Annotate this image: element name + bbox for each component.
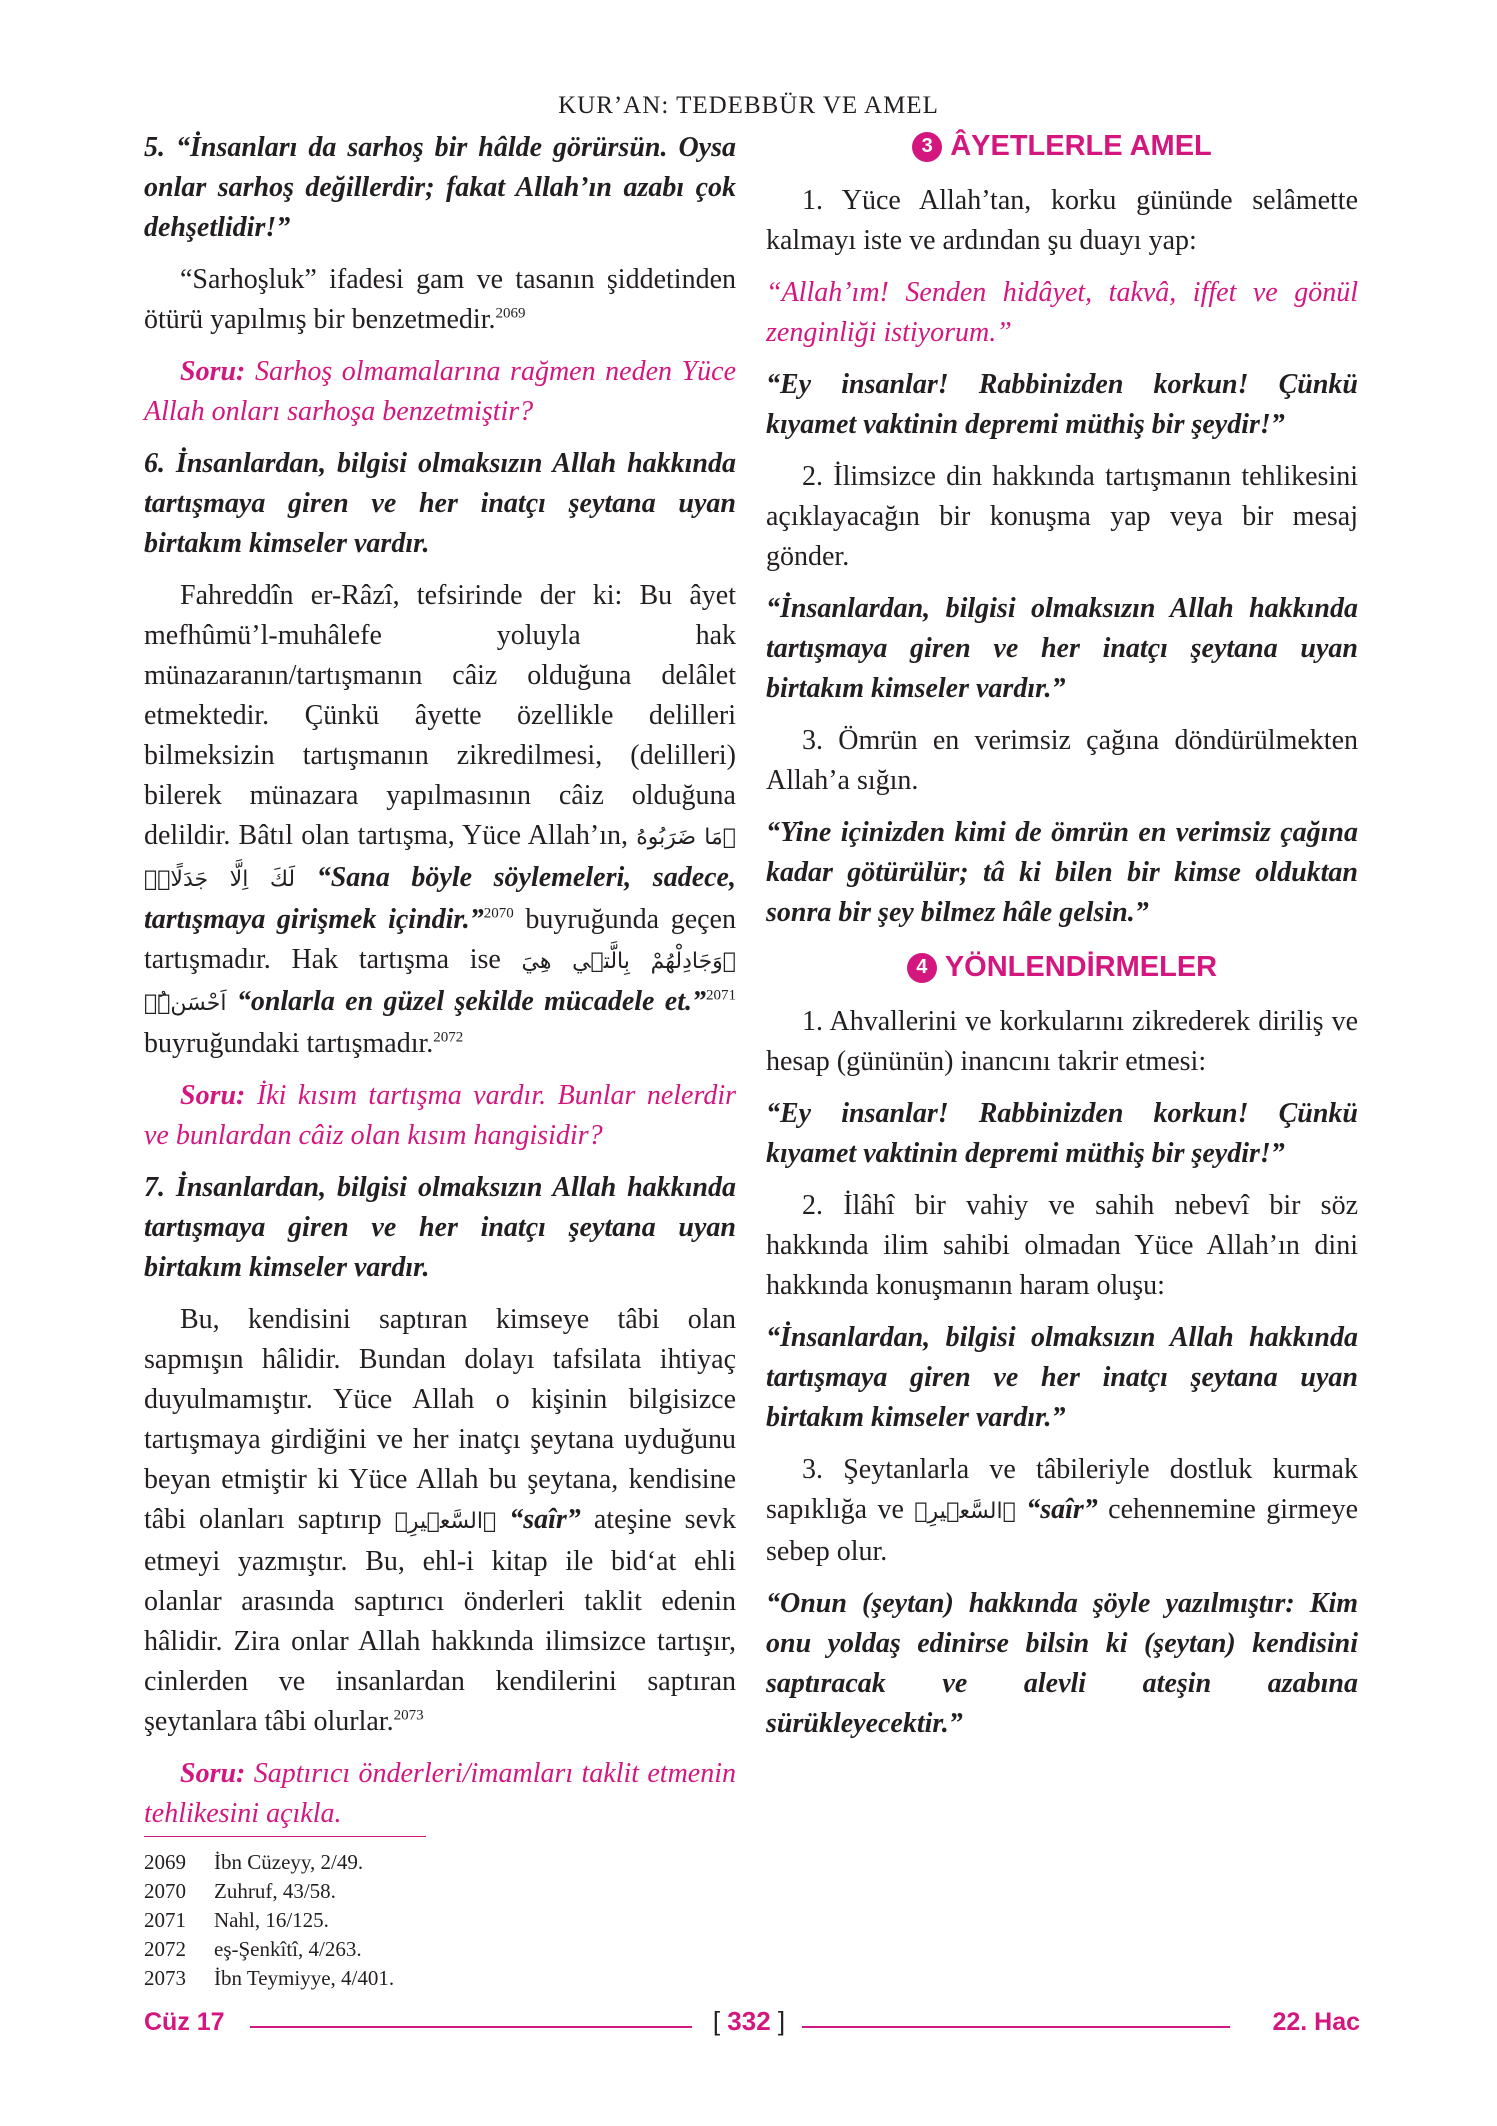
footnote-2070 — [144, 1877, 744, 1906]
verse-heading-5: 5. “İnsanları da sarhoş bir hâlde görürsün. Oysa onlar sarhoş değillerdir; fakat Allah’ın azabı çok dehşetlidir!” — [144, 132, 736, 243]
footnote-ref-2071: 2071 — [706, 987, 736, 1004]
paragraph-6a: Fahreddîn er-Râzî, tefsirinde der ki: Bu âyet mefhûmü’l-muhâlefe yoluyla hak münazaranın/tartışmanın câiz olduğuna delâlet etmektedir. Çünkü âyette özellikle delilleri bilmeksizin tartışmanın zikredilmesi, (delilleri) bilerek münazara yapılmasının câiz olduğuna delildir. Bâtıl olan tartışma, Yüce Allah’ın, — [144, 580, 736, 851]
page-number-value: 332 — [727, 2006, 771, 2036]
amel-item-3: 3. Ömrün en verimsiz çağına döndürülmekten Allah’a sığın. — [766, 725, 1358, 796]
footnote-2069 — [144, 1848, 744, 1877]
section-title-text: ÂYETLERLE AMEL — [950, 130, 1212, 162]
section-heading-4 — [766, 951, 1358, 984]
paragraph-6-quote-2: “onlarla en güzel şekilde mücadele et.” — [236, 986, 706, 1017]
section-title-text: YÖNLENDİRMELER — [944, 951, 1218, 983]
bracket-close: ] — [777, 2006, 786, 2036]
paragraph-7-saîr: “saîr” — [509, 1504, 581, 1535]
guidance-item-1-quote: “Ey insanlar! Rabbinizden korkun! Çünkü kıyamet vaktinin depremi müthiş bir şeydir!” — [766, 1098, 1358, 1169]
guidance-item-3-quote: “Onun (şeytan) hakkında şöyle yazılmıştır: Kim onu yoldaş edinirse bilsin ki (şeytan) kendisini saptıracak ve alevli ateşin azabına sürükleyecektir.” — [766, 1588, 1358, 1739]
footer-juz: Cüz 17 — [144, 2008, 225, 2036]
paragraph-6 — [144, 576, 736, 1064]
arabic-verse-3: ﴿السَّع۪يرِ﴾ — [394, 1509, 497, 1534]
bracket-open: [ — [712, 2006, 721, 2036]
footnote-number: 2073 — [144, 1966, 186, 1990]
question-3-text: Saptırıcı önderleri/imamları taklit etmenin tehlikesini açıkla. — [144, 1758, 736, 1829]
footer-rule-left — [250, 2026, 692, 2028]
footnote-number: 2070 — [144, 1879, 186, 1903]
footnote-2072 — [144, 1935, 744, 1964]
verse-heading-7: 7. İnsanlardan, bilgisi olmaksızın Allah hakkında tartışmaya giren ve her inatçı şeytana uyan birtakım kimseler vardır. — [144, 1172, 736, 1283]
question-2-text: İki kısım tartışma vardır. Bunlar nelerdir ve bunlardan câiz olan kısım hangisidir? — [144, 1080, 737, 1151]
question-label: Soru: — [180, 356, 246, 387]
paragraph-7c: ateşine sevk etmeyi yazmıştır. Bu, ehl-i kitap ile bid‘at ehli olanlar arasında saptırıcı önderleri taklit edenin hâlidir. Zira onlar Allah hakkında ilimsizce tartışır, cinlerden ve insanlardan kendilerini saptıran şeytanlara tâbi olurlar. — [144, 1504, 737, 1737]
footnote-text: İbn Teymiyye, 4/401. — [214, 1966, 395, 1990]
section-number-badge: 4 — [907, 953, 937, 983]
arabic-verse-2: ﴿وَجَادِلْهُمْ بِالَّت۪ي هِيَ اَحْسَنُۜ﴾ — [144, 949, 736, 1016]
footnote-number: 2071 — [144, 1908, 186, 1932]
guidance-item-2-quote: “İnsanlardan, bilgisi olmaksızın Allah hakkında tartışmaya giren ve her inatçı şeytana uyan birtakım kimseler vardır.” — [766, 1322, 1358, 1433]
footnote-2073 — [144, 1964, 744, 1993]
question-label: Soru: — [180, 1080, 246, 1111]
paragraph-7 — [144, 1300, 736, 1742]
footnote-text: Nahl, 16/125. — [214, 1908, 329, 1932]
footnote-text: Zuhruf, 43/58. — [214, 1879, 336, 1903]
guidance-item-3c: cehennemine girmeye sebep olur. — [766, 1494, 1359, 1567]
question-2 — [144, 1076, 736, 1156]
amel-item-2-quote: “İnsanlardan, bilgisi olmaksızın Allah hakkında tartışmaya giren ve her inatçı şeytana uyan birtakım kimseler vardır.” — [766, 593, 1358, 704]
amel-item-1-quote: “Ey insanlar! Rabbinizden korkun! Çünkü kıyamet vaktinin depremi müthiş bir şeydir!” — [766, 369, 1358, 440]
footnote-divider — [144, 1836, 426, 1837]
footnote-text: eş-Şenkîtî, 4/263. — [214, 1937, 362, 1961]
section-heading-3 — [766, 130, 1358, 163]
footnote-2071 — [144, 1906, 744, 1935]
arabic-verse-1: ﴿مَا ضَرَبُوهُ لَكَ اِلَّا جَدَلًاۜ﴾ — [144, 825, 736, 892]
verse-heading-6: 6. İnsanlardan, bilgisi olmaksızın Allah hakkında tartışmaya giren ve her inatçı şeytana uyan birtakım kimseler vardır. — [144, 448, 736, 559]
question-3 — [144, 1754, 736, 1834]
footer-surah: 22. Hac — [1272, 2008, 1360, 2036]
paragraph-6e: buyruğundaki tartışmadır. — [144, 1028, 434, 1059]
footnote-text: İbn Cüzeyy, 2/49. — [214, 1850, 364, 1874]
question-1 — [144, 352, 736, 432]
guidance-item-3a: 3. Şeytanlarla ve tâbileriyle dostluk kurmak sapıklığa ve — [766, 1454, 1358, 1525]
footnote-ref-2070: 2070 — [483, 905, 514, 922]
footnote-ref-2073: 2073 — [393, 1707, 424, 1724]
footnote-ref-2072: 2072 — [433, 1029, 464, 1046]
paragraph-7a: Bu, kendisini saptıran kimseye tâbi olan sapmışın hâlidir. Bundan dolayı tafsilata ihtiyaç duyulmamıştır. Yüce Allah o kişinin bilgisizce tartışmaya girdiğini ve her inatçı şeytana uyduğunu beyan etmiştir ki Yüce Allah bu şeytana, kendisine tâbi olanları saptırıp — [144, 1304, 736, 1535]
right-column — [766, 128, 1358, 1756]
paragraph-5-text: “Sarhoşluk” ifadesi gam ve tasanın şiddetinden ötürü yapılmış bir benzetmedir. — [144, 264, 736, 335]
footnote-ref-2069: 2069 — [495, 305, 526, 322]
paragraph-6c: buyruğunda geçen tartışmadır. Hak tartışma ise — [144, 904, 736, 975]
arabic-verse-4: ﴿السَّع۪يرِ﴾ — [914, 1499, 1016, 1524]
paragraph-6-quote-1: “Sana böyle söylemeleri, sadece, tartışmaya girişmek içindir.” — [144, 862, 736, 935]
left-column — [144, 128, 736, 1846]
running-title: KUR’AN: TEDEBBÜR VE AMEL — [558, 92, 939, 119]
guidance-item-1: 1. Ahvallerini ve korkularını zikrederek diriliş ve hesap (gününün) inancını takrir etmesi: — [766, 1006, 1358, 1077]
paragraph-5 — [144, 260, 736, 340]
question-label: Soru: — [180, 1758, 246, 1789]
amel-item-2: 2. İlimsizce din hakkında tartışmanın tehlikesini açıklayacağın bir konuşma yap veya bir mesaj gönder. — [766, 461, 1358, 572]
amel-item-1: 1. Yüce Allah’tan, korku gününde selâmette kalmayı iste ve ardından şu duayı yap: — [766, 185, 1358, 256]
footnote-number: 2069 — [144, 1850, 186, 1874]
footer-rule-right — [802, 2026, 1230, 2028]
page-footer — [144, 2008, 1360, 2040]
footnote-number: 2072 — [144, 1937, 186, 1961]
section-number-badge: 3 — [912, 132, 942, 162]
footnotes — [144, 1848, 744, 1993]
page-number — [704, 2006, 794, 2037]
amel-item-1-dua: “Allah’ım! Senden hidâyet, takvâ, iffet ve gönül zenginliği istiyorum.” — [766, 277, 1358, 348]
guidance-item-2: 2. İlâhî bir vahiy ve sahih nebevî bir söz hakkında ilim sahibi olmadan Yüce Allah’ın dini hakkında konuşmanın haram oluşu: — [766, 1190, 1358, 1301]
amel-item-3-quote: “Yine içinizden kimi de ömrün en verimsiz çağına kadar götürülür; tâ ki bilen bir kimse olduktan sonra bir şey bilmez hâle gelsin.” — [766, 817, 1358, 928]
guidance-item-3 — [766, 1450, 1358, 1572]
question-1-text: Sarhoş olmamalarına rağmen neden Yüce Allah onları sarhoşa benzetmiştir? — [144, 356, 737, 427]
guidance-item-3-saîr: “saîr” — [1026, 1494, 1098, 1525]
